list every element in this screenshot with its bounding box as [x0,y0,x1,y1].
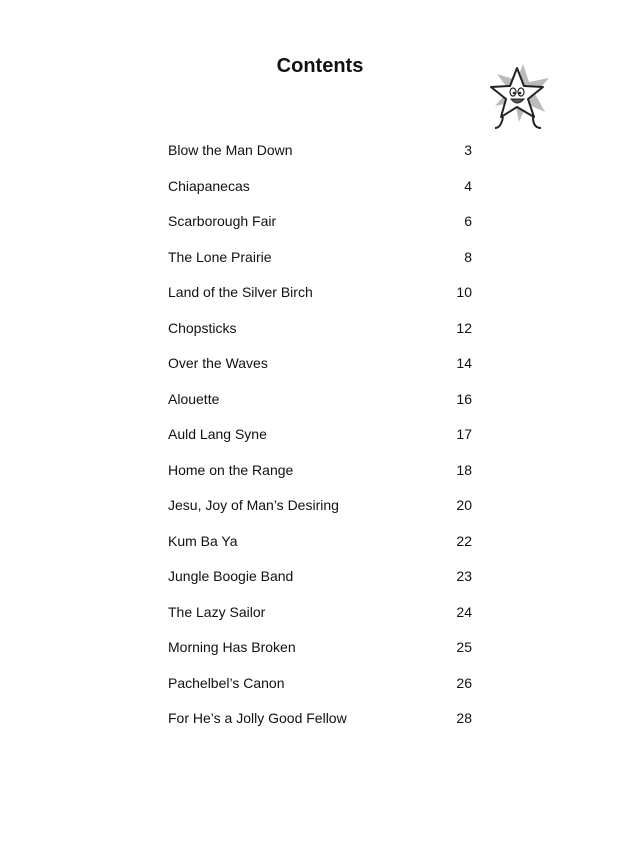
entry-page-number: 16 [456,390,472,407]
contents-entry [168,674,472,710]
entry-title: Chiapanecas [168,177,250,194]
contents-list [168,141,472,745]
contents-entry [168,638,472,674]
entry-title: The Lone Prairie [168,248,272,265]
contents-entry [168,532,472,568]
entry-page-number: 3 [464,142,472,158]
entry-page-number: 6 [464,213,472,229]
contents-entry [168,496,472,532]
entry-title: Blow the Man Down [168,142,293,158]
contents-entry [168,141,472,177]
entry-page-number: 4 [464,177,472,194]
contents-entry [168,603,472,639]
entry-page-number: 12 [456,319,472,336]
contents-entry [168,390,472,426]
entry-page-number: 23 [456,568,472,584]
entry-page-number: 10 [456,284,472,300]
entry-title: Home on the Range [168,461,294,478]
entry-page-number: 8 [464,248,472,265]
entry-title: Jungle Boogie Band [168,568,294,584]
contents-entry [168,425,472,461]
contents-entry [168,319,472,355]
entry-page-number: 17 [456,426,472,442]
entry-page-number: 20 [456,497,472,513]
entry-title: Over the Waves [168,355,268,371]
contents-entry [168,461,472,497]
contents-entry [168,709,472,745]
entry-title: The Lazy Sailor [168,603,266,620]
entry-title: Jesu, Joy of Man’s Desiring [168,497,339,513]
contents-entry [168,177,472,213]
entry-page-number: 26 [456,674,472,691]
entry-page-number: 25 [456,639,472,655]
entry-title: Scarborough Fair [168,213,277,229]
contents-entry [168,212,472,248]
entry-title: Chopsticks [168,319,237,336]
page-title: Contents [276,55,364,77]
entry-title: Alouette [168,390,220,407]
contents-entry [168,283,472,319]
contents-entry [168,248,472,284]
entry-page-number: 14 [456,355,472,371]
entry-page-number: 22 [456,532,472,549]
entry-page-number: 18 [456,461,472,478]
entry-title: Morning Has Broken [168,639,296,655]
contents-entry [168,567,472,603]
entry-page-number: 28 [456,710,472,726]
contents-entry [168,354,472,390]
cartoon-star-icon [483,62,553,134]
entry-title: Pachelbel’s Canon [168,674,285,691]
entry-title: For He’s a Jolly Good Fellow [168,710,347,726]
entry-title: Land of the Silver Birch [168,284,313,300]
entry-title: Auld Lang Syne [168,426,267,442]
entry-title: Kum Ba Ya [168,532,238,549]
entry-page-number: 24 [456,603,472,620]
